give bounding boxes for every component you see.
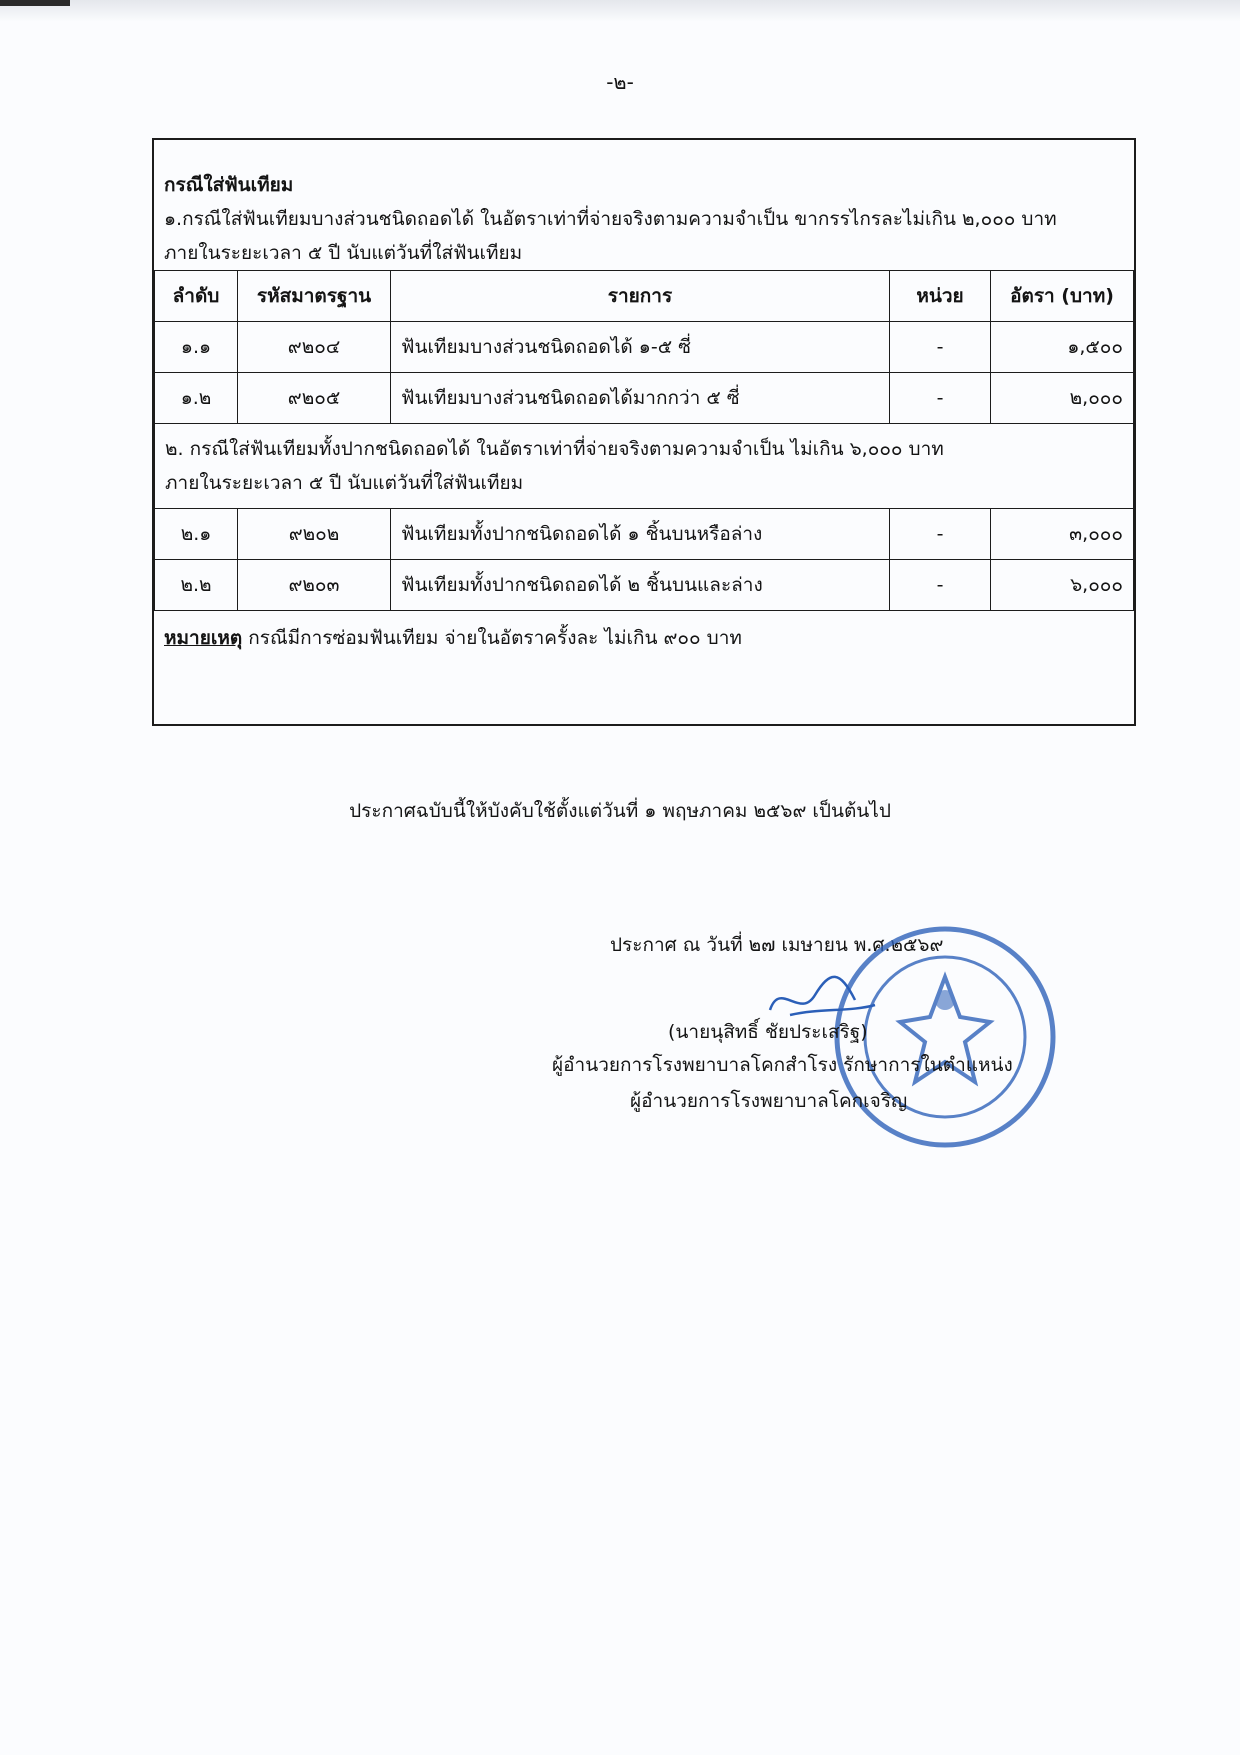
header-code: รหัสมาตรฐาน (238, 271, 391, 322)
table-row (155, 560, 1134, 611)
cell-unit: - (890, 322, 991, 373)
table-row (155, 373, 1134, 424)
rate-table (154, 270, 1134, 611)
para2-line1: ๒. กรณีใส่ฟันเทียมทั้งปากชนิดถอดได้ ในอัตราเท่าที่จ่ายจริงตามความจำเป็น ไม่เกิน ๖,๐๐๐ บาท (165, 438, 944, 460)
cell-item: ฟันเทียมบางส่วนชนิดถอดได้ ๑-๕ ซี่ (391, 322, 890, 373)
para2-row (155, 424, 1134, 509)
scan-edge (0, 0, 1240, 22)
cell-unit: - (890, 560, 991, 611)
table-row (155, 509, 1134, 560)
para2-line2: ภายในระยะเวลา ๕ ปี นับแต่วันที่ใส่ฟันเทียม (165, 472, 524, 494)
effective-date: ประกาศฉบับนี้ให้บังคับใช้ตั้งแต่วันที่ ๑ พฤษภาคม ๒๕๖๙ เป็นต้นไป (349, 800, 891, 822)
para2-cell (155, 424, 1134, 509)
cell-item: ฟันเทียมทั้งปากชนิดถอดได้ ๑ ชิ้นบนหรือล่าง (391, 509, 890, 560)
cell-rate: ๒,๐๐๐ (991, 373, 1134, 424)
header-item: รายการ (391, 271, 890, 322)
announce-date: ประกาศ ณ วันที่ ๒๗ เมษายน พ.ศ.๒๕๖๙ (610, 934, 944, 956)
cell-rate: ๖,๐๐๐ (991, 560, 1134, 611)
cell-unit: - (890, 509, 991, 560)
cell-code: ๙๒๐๒ (238, 509, 391, 560)
note-text: กรณีมีการซ่อมฟันเทียม จ่ายในอัตราครั้งละ ไม่เกิน ๙๐๐ บาท (242, 627, 742, 649)
cell-item: ฟันเทียมบางส่วนชนิดถอดได้มากกว่า ๕ ซี่ (391, 373, 890, 424)
signer-name: (นายนุสิทธิ์ ชัยประเสริฐ) (668, 1021, 868, 1043)
para1-line2: ภายในระยะเวลา ๕ ปี นับแต่วันที่ใส่ฟันเทียม (164, 242, 523, 264)
table-header-row (155, 271, 1134, 322)
cell-no: ๒.๑ (155, 509, 238, 560)
table-row (155, 322, 1134, 373)
cell-unit: - (890, 373, 991, 424)
cell-item: ฟันเทียมทั้งปากชนิดถอดได้ ๒ ชิ้นบนและล่าง (391, 560, 890, 611)
para1-line1: ๑.กรณีใส่ฟันเทียมบางส่วนชนิดถอดได้ ในอัตราเท่าที่จ่ายจริงตามความจำเป็น ขากรรไกรละไม่เกิน ๒,๐๐๐ บาท (164, 208, 1057, 230)
cell-no: ๑.๒ (155, 373, 238, 424)
section-intro (154, 140, 1134, 270)
cell-no: ๒.๒ (155, 560, 238, 611)
signer-position-1: ผู้อำนวยการโรงพยาบาลโคกสำโรง รักษาการในตำแหน่ง (552, 1054, 1013, 1076)
note-label: หมายเหตุ (164, 627, 243, 649)
header-rate: อัตรา (บาท) (991, 271, 1134, 322)
cell-code: ๙๒๐๓ (238, 560, 391, 611)
page-number: -๒- (606, 70, 634, 94)
note (154, 611, 1134, 665)
cell-rate: ๑,๕๐๐ (991, 322, 1134, 373)
cell-code: ๙๒๐๔ (238, 322, 391, 373)
section-title: กรณีใส่ฟันเทียม (164, 174, 294, 196)
cell-code: ๙๒๐๕ (238, 373, 391, 424)
dentures-rate-box (152, 138, 1136, 726)
cell-no: ๑.๑ (155, 322, 238, 373)
header-no: ลำดับ (155, 271, 238, 322)
header-unit: หน่วย (890, 271, 991, 322)
signer-position-2: ผู้อำนวยการโรงพยาบาลโคกเจริญ (630, 1090, 908, 1112)
cell-rate: ๓,๐๐๐ (991, 509, 1134, 560)
scan-mark (0, 0, 70, 6)
